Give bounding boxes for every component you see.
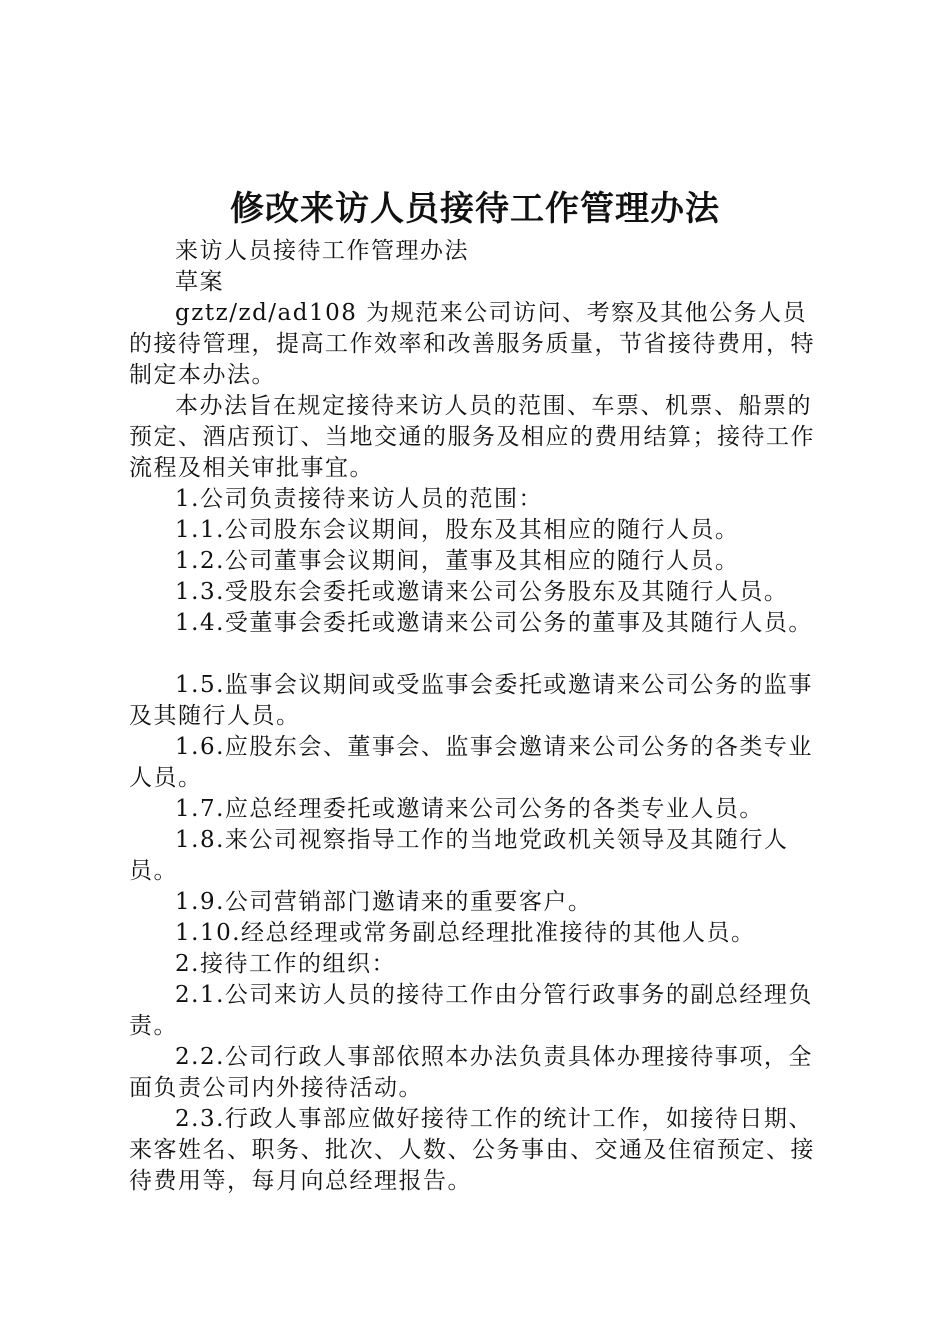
clause-2-2: 2.2.公司行政人事部依照本办法负责具体办理接待事项，全面负责公司内外接待活动。 — [129, 1044, 813, 1101]
clause-1-9: 1.9.公司营销部门邀请来的重要客户。 — [175, 889, 593, 915]
clause-1-3: 1.3.受股东会委托或邀请来公司公务股东及其随行人员。 — [175, 579, 789, 605]
clause-1-2: 1.2.公司董事会议期间，董事及其相应的随行人员。 — [175, 548, 740, 574]
clause-1-7: 1.7.应总经理委托或邀请来公司公务的各类专业人员。 — [175, 796, 764, 822]
section-heading-2: 2.接待工作的组织： — [175, 951, 396, 977]
document-title: 修改来访人员接待工作管理办法 — [230, 189, 720, 229]
section-heading-1: 1.公司负责接待来访人员的范围： — [175, 486, 543, 512]
paragraph-scope: 本办法旨在规定接待来访人员的范围、车票、机票、船票的预定、酒店预订、当地交通的服务及相应的费用结算；接待工作流程及相关审批事宜。 — [129, 393, 815, 481]
paragraph-purpose: gztz/zd/ad108 为规范来公司访问、考察及其他公务人员的接待管理，提高工作效率和改善服务质量，节省接待费用，特制定本办法。 — [129, 300, 815, 388]
clause-1-4: 1.4.受董事会委托或邀请来公司公务的董事及其随行人员。 — [175, 610, 813, 636]
clause-1-6: 1.6.应股东会、董事会、监事会邀请来公司公务的各类专业人员。 — [129, 734, 813, 791]
paragraph-subtitle: 来访人员接待工作管理办法 — [175, 238, 469, 264]
clause-1-8: 1.8.来公司视察指导工作的当地党政机关领导及其随行人员。 — [129, 827, 789, 884]
blank-line — [129, 639, 831, 670]
clause-2-3: 2.3.行政人事部应做好接待工作的统计工作，如接待日期、来客姓名、职务、批次、人数、公务事由、交通及住宿预定、接待费用等，每月向总经理报告。 — [129, 1106, 815, 1194]
clause-2-1: 2.1.公司来访人员的接待工作由分管行政事务的副总经理负责。 — [129, 982, 813, 1039]
clause-1-5: 1.5.监事会议期间或受监事会委托或邀请来公司公务的监事及其随行人员。 — [129, 672, 813, 729]
paragraph-draft-label: 草案 — [175, 269, 224, 295]
clause-1-1: 1.1.公司股东会议期间，股东及其相应的随行人员。 — [175, 517, 740, 543]
document-body — [129, 236, 831, 1197]
clause-1-10: 1.10.经总经理或常务副总经理批准接待的其他人员。 — [175, 920, 756, 946]
